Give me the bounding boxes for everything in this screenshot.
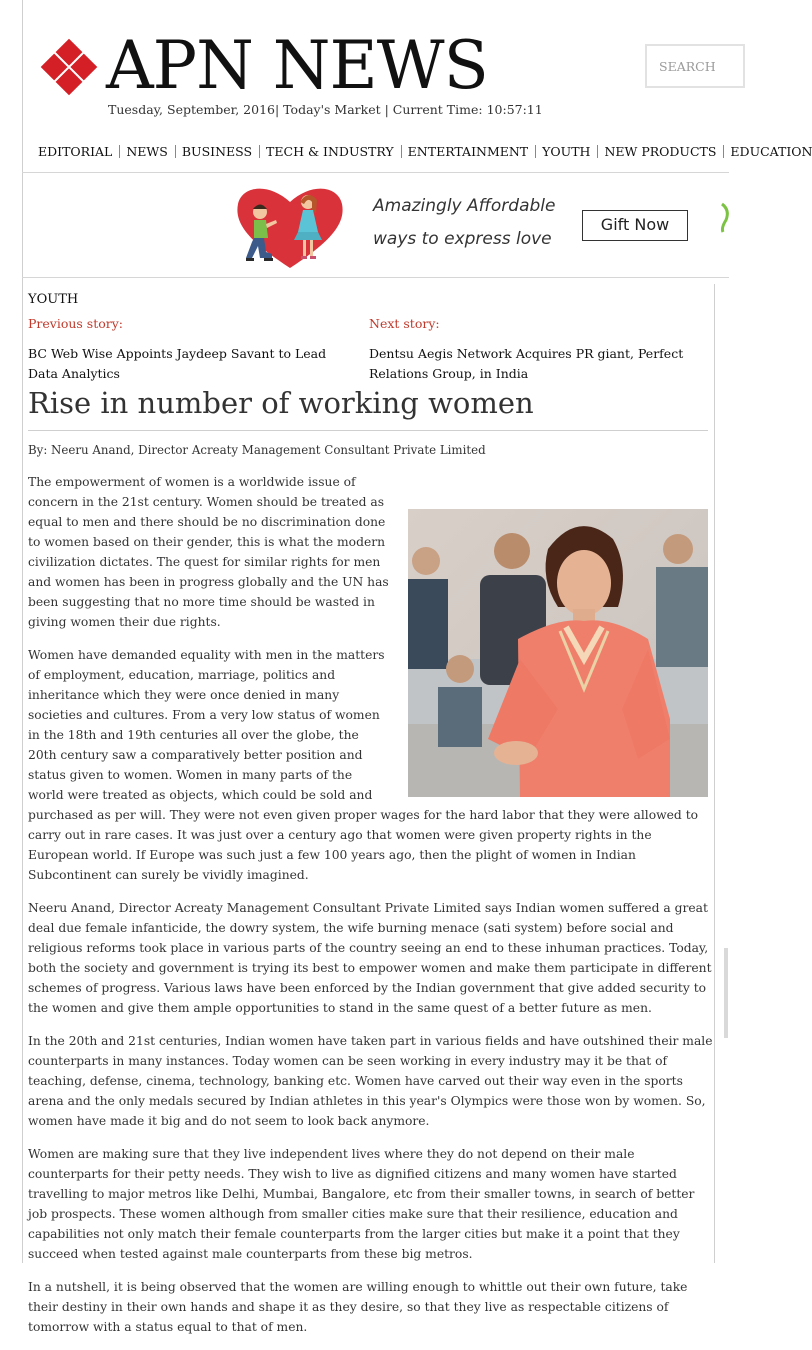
next-story-label: Next story: <box>369 316 440 331</box>
ad-heart-couple-illustration[interactable] <box>230 180 350 272</box>
search-input[interactable] <box>647 46 739 86</box>
nav-divider <box>259 145 260 158</box>
ad-headline-line-1: Amazingly Affordable <box>373 196 556 216</box>
nav-item-editorial[interactable]: EDITORIAL <box>38 144 113 159</box>
gift-now-button[interactable]: Gift Now <box>582 210 688 241</box>
article-right-border <box>714 284 715 1263</box>
site-brand-title[interactable]: APN NEWS <box>106 27 488 104</box>
next-story-link[interactable]: Dentsu Aegis Network Acquires PR giant, Perfect Relations Group, in India <box>369 346 684 381</box>
ad-bottom-rule <box>22 277 729 278</box>
nav-item-tech-industry[interactable]: TECH & INDUSTRY <box>266 144 394 159</box>
title-divider <box>28 430 708 431</box>
nav-divider <box>723 145 724 158</box>
nav-divider <box>175 145 176 158</box>
previous-story-label: Previous story: <box>28 316 124 331</box>
main-nav <box>38 144 812 164</box>
article-paragraph: Neeru Anand, Director Acreaty Management Consultant Private Limited says Indian women suffered a great deal due female infanticide, the dowry system, the wife burning menace (sati system) before social and religious reforms took place in various parts of the country seeing an end to these inhuman practices. Today, both the society and government is trying its best to empower women and make them participate in different schemes of progress. Various laws have been enforced by the Indian government that give added security to the women and give them ample opportunities to stand in the same quest of a better future as men. <box>28 901 712 1015</box>
ad-leaf-icon <box>718 200 732 234</box>
nav-item-education[interactable]: EDUCATION <box>730 144 812 159</box>
nav-item-business[interactable]: BUSINESS <box>181 144 253 159</box>
previous-story-link[interactable]: BC Web Wise Appoints Jaydeep Savant to Lead Data Analytics <box>28 346 327 381</box>
article-paragraph: In a nutshell, it is being observed that the women are willing enough to whittle out their own future, take their destiny in their own hands and shape it as they desire, so that they live as respectable citizens of tomorrow with a status equal to that of men. <box>28 1280 688 1334</box>
page-left-border <box>22 0 23 1263</box>
nav-divider <box>119 145 120 158</box>
article-paragraph: In the 20th and 21st centuries, Indian women have taken part in various fields and have outshined their male counterparts in many instances. Today women can be seen working in every industry may it be that of teaching, defense, cinema, technology, banking etc. Women have carved out their way even in the sports arena and the only medals secured by Indian athletes in this year's Olympics were those won by women. So, women have made it big and do not seem to look back anymore. <box>28 1034 713 1128</box>
search-box[interactable] <box>645 44 745 88</box>
apn-diamond-logo-icon[interactable] <box>38 36 100 98</box>
nav-bottom-rule <box>22 172 729 173</box>
article-body <box>28 472 714 1350</box>
ad-headline-line-2: ways to express love <box>373 229 552 249</box>
dateline: Tuesday, September, 2016| Today's Market | Current Time: 10:57:11 <box>108 102 543 117</box>
article-paragraph: The empowerment of women is a worldwide issue of concern in the 21st century. Women should be treated as equal to men and there should be no discrimination done to women based on their gender, this is what the modern civilization dictates. The quest for similar rights for men and women has been in progress globally and the UN has been suggesting that no more time should be wasted in giving women their due rights. <box>28 475 389 629</box>
section-label[interactable]: YOUTH <box>28 292 79 307</box>
article-paragraph: Women have demanded equality with men in the matters of employment, education, marriage, politics and inheritance which they were once denied in many societies and cultures. From a very low status of women in the 18th and 19th centuries all over the globe, the 20th century saw a comparatively better position and status given to women. Women in many parts of the world were treated as objects, which could be sold and purchased as per will. They were not even given proper wages for the hard labor that they were allowed to carry out in rare cases. It was just over a century ago that women were given property rights in the European world. If Europe was such just a few 100 years ago, then the plight of women in Indian Subcontinent can surely be vividly imagined. <box>28 648 699 882</box>
nav-item-new-products[interactable]: NEW PRODUCTS <box>604 144 717 159</box>
nav-divider <box>597 145 598 158</box>
nav-divider <box>535 145 536 158</box>
article-byline: By: Neeru Anand, Director Acreaty Management Consultant Private Limited <box>28 443 486 457</box>
article-paragraph: Women are making sure that they live independent lives where they do not depend on their male counterparts for their petty needs. They wish to live as dignified citizens and many women have started travelling to major metros like Delhi, Mumbai, Bangalore, etc from their smaller towns, in search of better job prospects. These women although from smaller cities make sure that their resilience, education and capabilities not only match their female counterparts from the larger cities but make it a point that they succeed when tested against male counterparts from these big metros. <box>28 1147 695 1261</box>
nav-item-entertainment[interactable]: ENTERTAINMENT <box>407 144 529 159</box>
scrollbar-thumb[interactable] <box>724 948 728 1038</box>
author-photo <box>408 509 708 797</box>
nav-divider <box>401 145 402 158</box>
article-title: Rise in number of working women <box>28 386 534 420</box>
nav-item-news[interactable]: NEWS <box>126 144 168 159</box>
nav-item-youth[interactable]: YOUTH <box>542 144 591 159</box>
